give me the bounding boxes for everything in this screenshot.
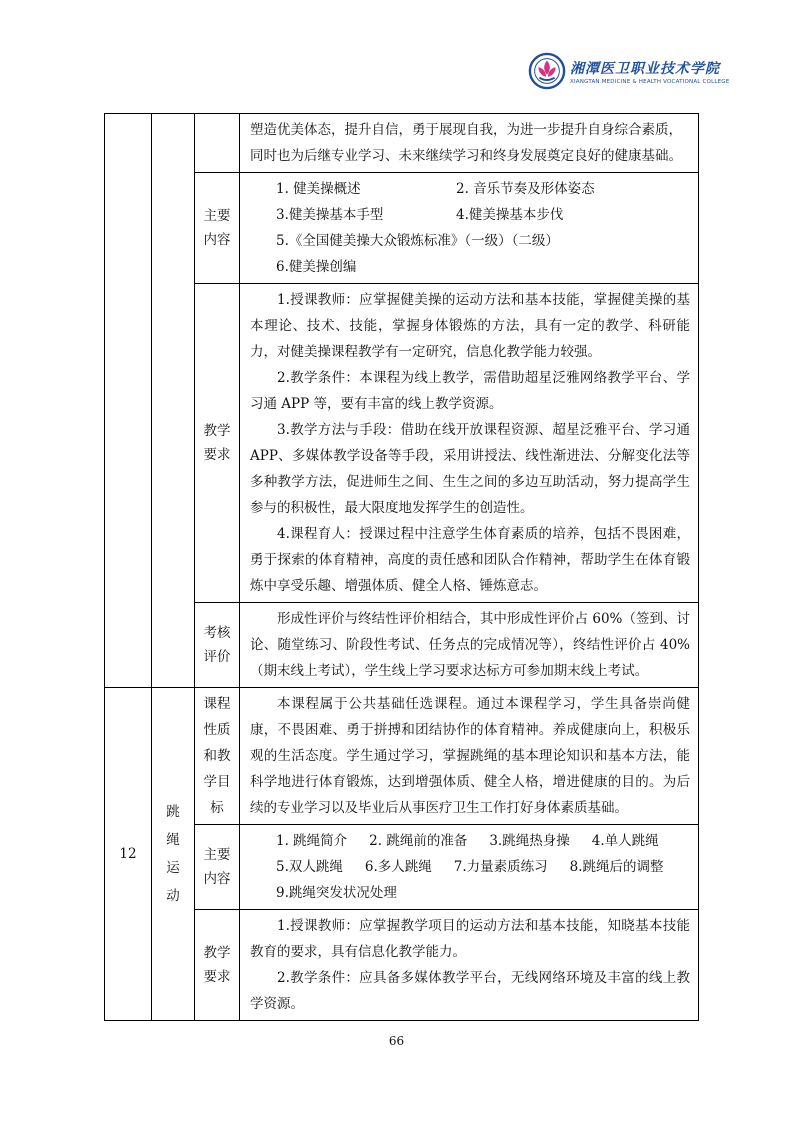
table-row xyxy=(105,603,699,688)
goal-line-2: 同时也为后继专业学习、未来继续学习和终身发展奠定良好的健康基础。 xyxy=(250,148,682,164)
course-name-cell-empty xyxy=(152,114,195,688)
label-line: 主要 xyxy=(203,847,231,863)
page-number: 66 xyxy=(388,1034,405,1048)
requirement-cell xyxy=(240,284,699,603)
content-cell xyxy=(240,825,699,910)
label-line: 学目 xyxy=(203,774,231,790)
label-line: 要求 xyxy=(203,969,231,985)
table-row xyxy=(105,284,699,603)
label-line: 教学 xyxy=(203,423,231,439)
requirement-conditions: 2.教学条件：本课程为线上教学，需借助超星泛雅网络教学平台、学习通 APP 等，要有丰富的线上教学资源。 xyxy=(250,370,690,412)
label-line: 要求 xyxy=(203,447,231,463)
evaluation-cell xyxy=(240,603,699,688)
goal-line-1: 塑造优美体态，提升自信，勇于展现自我，为进一步提升自身综合素质， xyxy=(250,122,682,138)
goal-text: 本课程属于公共基础任选课程。通过本课程学习，学生具备崇尚健康，不畏困难、勇于拼搏和团结协作的体育精神。养成健康向上，积极乐观的生活态度。学生通过学习，掌握跳绳的基本理论知识和基本方法，能科学地进行体育锻炼，达到增强体质、健全人格，增进健康的目的。为后续的专业学习以及毕业后从事医疗卫生工作打好身体素质基础。 xyxy=(250,696,690,816)
logo-chinese-name: 湘潭医卫职业技术学院 xyxy=(570,60,720,77)
requirement-label xyxy=(195,284,240,603)
college-logo xyxy=(528,52,729,90)
goal-continuation xyxy=(240,114,699,173)
table-row xyxy=(105,910,699,1021)
list-item: 2. 音乐节奏及形体姿态 xyxy=(456,181,595,197)
evaluation-label xyxy=(195,603,240,688)
list-item: 4.健美操基本步伐 xyxy=(456,207,564,223)
table-row xyxy=(105,688,699,825)
label-line: 内容 xyxy=(203,871,231,887)
evaluation-text: 形成性评价与终结性评价相结合，其中形成性评价占 60%（签到、讨论、随堂练习、阶段性考试、任务点的完成情况等），终结性评价占 40%（期末线上考试），学生线上学习要求达标方可参加期末线上考试。 xyxy=(250,611,690,679)
name-char: 绳 xyxy=(166,832,180,848)
list-item: 1. 跳绳简介 xyxy=(276,833,348,849)
label-line: 标 xyxy=(210,800,224,816)
requirement-teacher: 1.授课教师：应掌握健美操的运动方法和基本技能，掌握健美操的基本理论、技术、技能，掌握身体锻炼的方法，具有一定的教学、科研能力，对健美操课程教学有一定研究，信息化教学能力较强。 xyxy=(250,292,690,360)
content-cell xyxy=(240,173,699,284)
label-line: 内容 xyxy=(203,232,231,248)
label-line: 课程 xyxy=(203,696,231,712)
table-row xyxy=(105,825,699,910)
list-item: 8.跳绳后的调整 xyxy=(569,859,664,875)
requirement-teacher: 1.授课教师：应掌握教学项目的运动方法和基本技能，知晓基本技能教育的要求，具有信息化教学能力。 xyxy=(250,918,690,960)
requirement-education: 4.课程育人：授课过程中注意学生体育素质的培养，包括不畏困难，勇于探索的体育精神，高度的责任感和团队合作精神，帮助学生在体育锻炼中享受乐趣、增强体质、健全人格、锤炼意志。 xyxy=(250,526,690,594)
label-line: 教学 xyxy=(203,945,231,961)
list-item: 6.多人跳绳 xyxy=(364,859,432,875)
label-line: 性质 xyxy=(203,722,231,738)
list-item: 7.力量素质练习 xyxy=(453,859,548,875)
label-line: 评价 xyxy=(203,649,231,665)
list-item: 6.健美操创编 xyxy=(276,259,357,275)
goal-label-cell-empty xyxy=(195,114,240,173)
list-item: 3.健美操基本手型 xyxy=(276,207,384,223)
requirement-methods: 3.教学方法与手段：借助在线开放课程资源、超星泛雅平台、学习通 APP、多媒体教学设备等手段，采用讲授法、线性渐进法、分解变化法等多种教学方法，促进师生之间、生生之间的多边互助活动，努力提高学生参与的积极性，最大限度地发挥学生的创造性。 xyxy=(250,422,690,516)
table-row xyxy=(105,173,699,284)
label-line: 主要 xyxy=(203,208,231,224)
requirement-label xyxy=(195,910,240,1021)
list-item: 3.跳绳热身操 xyxy=(489,833,570,849)
content-label xyxy=(195,825,240,910)
list-item: 5.双人跳绳 xyxy=(276,859,343,875)
name-char: 动 xyxy=(166,888,180,904)
name-char: 运 xyxy=(166,860,180,876)
label-line: 考核 xyxy=(203,625,231,641)
logo-english-name: XIANGTAN MEDICINE & HEALTH VOCATIONAL COLLEGE xyxy=(570,78,730,85)
list-item: 5.《全国健美操大众锻炼标准》（一级）（二级） xyxy=(276,233,559,249)
list-item: 1. 健美操概述 xyxy=(276,181,361,197)
goal-cell xyxy=(240,688,699,825)
course-name xyxy=(152,688,195,1021)
list-item: 4.单人跳绳 xyxy=(591,833,659,849)
table-row xyxy=(105,114,699,173)
course-number-cell-empty xyxy=(105,114,152,688)
name-char: 跳 xyxy=(166,804,180,820)
goal-label xyxy=(195,688,240,825)
content-label xyxy=(195,173,240,284)
requirement-conditions: 2.教学条件：应具备多媒体教学平台，无线网络环境及丰富的线上教学资源。 xyxy=(250,970,690,1012)
requirement-cell xyxy=(240,910,699,1021)
course-number: 12 xyxy=(105,688,152,1021)
college-emblem-icon xyxy=(528,52,566,90)
label-line: 和教 xyxy=(203,748,231,764)
list-item: 2. 跳绳前的准备 xyxy=(369,833,468,849)
list-item: 9.跳绳突发状况处理 xyxy=(276,885,397,901)
course-table xyxy=(104,113,699,1021)
